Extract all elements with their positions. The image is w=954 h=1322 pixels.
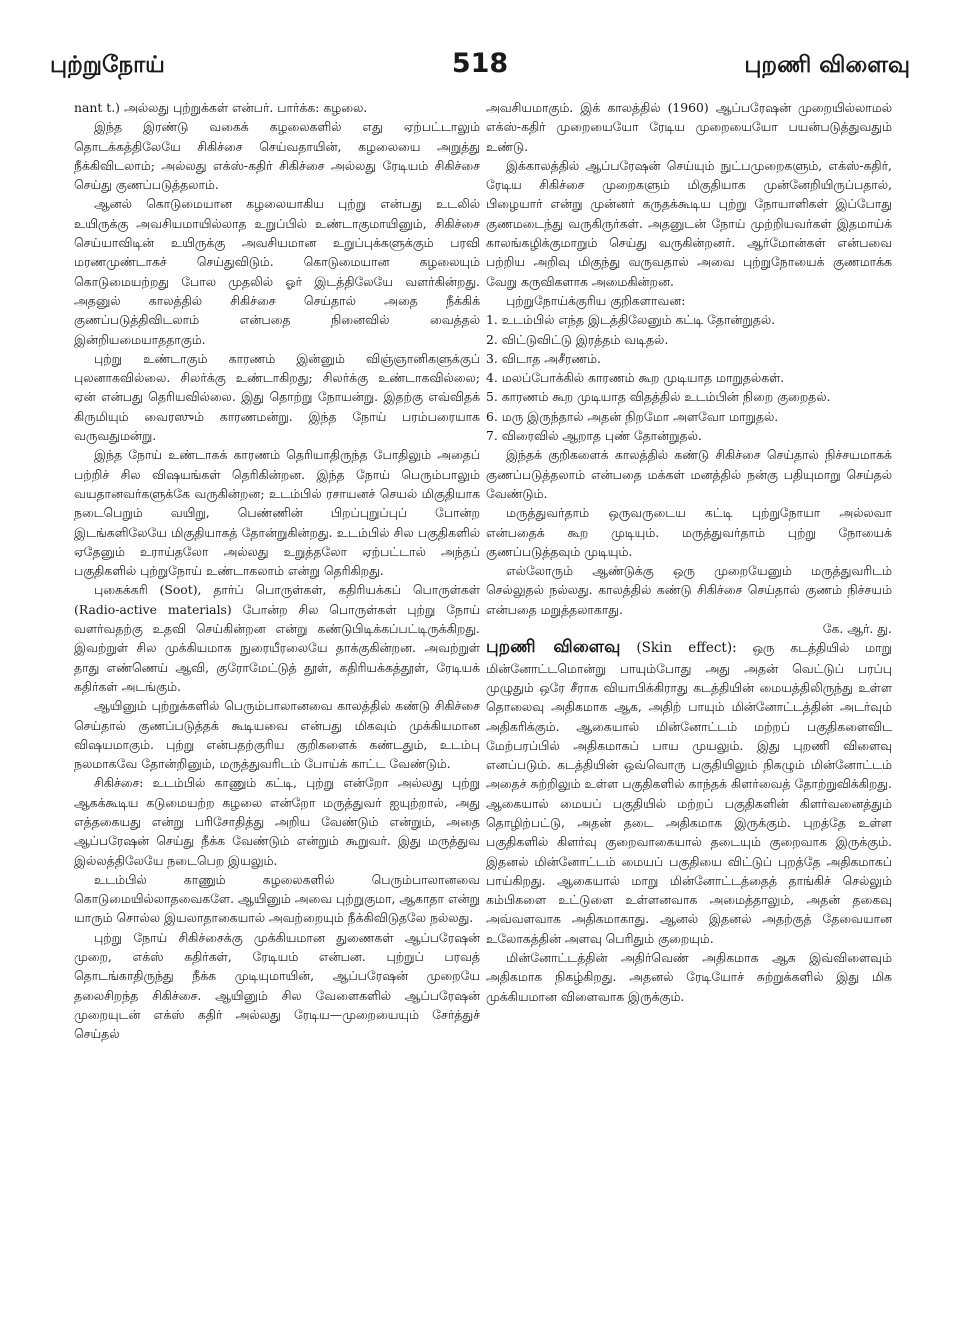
paragraph: nant t.) அல்லது புற்றுக்கள் என்பர். பார்க்க: கழலை. bbox=[74, 100, 368, 115]
paragraph: மருத்துவர்தாம் ஒருவருடைய கட்டி புற்றுநோயா அல்லவா என்பதைக் கூற முடியும். மருத்துவர்தாம் புற்று நோயைக் குணப்படுத்தவும் முடியும். bbox=[486, 505, 892, 559]
paragraph: சிகிச்சை: உடம்பில் காணும் கட்டி, புற்று என்றோ அல்லது புற்று ஆகக்கூடிய கடுமையற்ற கழலை என்றோ மருத்துவர் ஐயுற்றால், அது எத்தகையது என்று பரிசோதித்து அறிய வேண்டும் என்றும், அதை ஆப்பரேஷன் செய்து நீக்க வேண்டும் என்றும் கூறுவர். இது மருத்துவ இல்லத்திலேயே நடைபெற இயலும். bbox=[74, 775, 480, 868]
paragraph: புகைக்கரி (Soot), தார்ப் பொருள்கள், கதிரியக்கப் பொருள்கள் (Radio-active materials) போன்ற சில பொருள்கள் புற்று நோய் வளர்வதற்கு உதவி செய்கின்றன என்று கண்டுபிடிக்கப்பட்டிருக்கிறது. இவற்றுள் சில முக்கியமாக நுரையீரலையே தாக்குகின்றன. அவற்றுள் தாது எண்ணெய் ஆவி, குரோமேட்டுத் தூள், கதிரியக்கத்தூள், ரேடியக் கதிர்கள் அடங்கும். bbox=[74, 582, 480, 694]
paragraph: இக்காலத்தில் ஆப்பரேஷன் செய்யும் நுட்பமுறைகளும், எக்ஸ்-கதிர், ரேடிய சிகிச்சை முறைகளும் மிகுதியாக முன்னேறியிருப்பதால், பிழையார் என்று முன்னர் கருதக்கூடிய புற்று நோயாளிகள் இப்போது குணமடைந்து வருகிருர்கள். அதனுடன் நோய் முற்றியவர்கள் இதமாய்க் காலங்கழிக்குமாறும் செய்து வருகின்றனர். ஆர்மோன்கள் என்பவை பற்றிய அறிவு மிகுந்து வருவதால் அவை புற்றுநோயைக் குணமாக்க வேறு கருவிகளாக அமைகின்றன. bbox=[486, 157, 892, 289]
paragraph: இந்தக் குறிகளைக் காலத்தில் கண்டு சிகிச்சை செய்தால் நிச்சயமாகக் குணப்படுத்தலாம் என்பதை மக்கள் மனத்தில் நன்கு பதியுமாறு செய்தல் வேண்டும். bbox=[486, 447, 892, 501]
symptom-item: 5. காரணம் கூற முடியாத விதத்தில் உடம்பின் நிறை குறைதல். bbox=[486, 389, 831, 405]
paragraph: உடம்பில் காணும் கழலைகளில் பெரும்பாலானவை கொடுமையில்லாதவைகளே. ஆயினும் அவை புற்றுகுமா, ஆகாதா என்று யாரும் சொல்ல இயலாதாகையால் அவற்றையும் நீக்கிவிடுதலே நல்லது. bbox=[74, 871, 480, 926]
symptom-item: 6. மரு இருந்தால் அதன் நிறமோ அளவோ மாறுதல். bbox=[486, 408, 779, 424]
running-head-right: புறணி விளைவு bbox=[744, 52, 910, 78]
paragraph: மின்னோட்டத்தின் அதிர்வெண் அதிகமாக ஆக இவ்விளைவும் அதிகமாக நிகழ்கிறது. அதனல் ரேடியோச் சுற்றுக்களில் இது மிக முக்கியமான விளைவாக இருக்கும். bbox=[486, 950, 892, 1004]
author-signature: கே. ஆர். து. bbox=[822, 621, 892, 637]
symptom-item: 7. விரைவில் ஆறாத புண் தோன்றுதல். bbox=[486, 428, 702, 444]
paragraph: புற்று நோய் சிகிச்சைக்கு முக்கியமான துணைகள் ஆப்பரேஷன் முறை, எக்ஸ் கதிர்கள், ரேடியம் என்பன. புற்றுப் பரவத் தொடங்காதிருந்து நீக்க முடியுமாயின், ஆப்பரேஷன் முறையே தலைசிறந்த சிகிச்சை. ஆயினும் சில வேளைகளில் ஆப்பரேஷன் முறையுடன் எக்ஸ் கதிர் அல்லது ரேடிய—முறையையும் சேர்த்துச் செய்தல் bbox=[74, 929, 480, 1042]
entry-start bbox=[486, 638, 892, 948]
paragraph: புற்று உண்டாகும் காரணம் இன்னும் விஞ்ஞானிகளுக்குப் புலனாகவில்லை. சிலர்க்கு உண்டாகிறது; சிலர்க்கு உண்டாகவில்லை; ஏன் என்பது தெரியவில்லை. இது தொற்று நோயன்று. இதற்கு எவ்விதக் கிருமியும் வைரஸும் காரணமன்று. இந்த நோய் பரம்பரையாக வருவதுமன்று. bbox=[74, 350, 480, 444]
paragraph: எல்லோரும் ஆண்டுக்கு ஒரு முறையேனும் மருத்துவரிடம் செல்லுதல் நல்லது. காலத்தில் கண்டு சிகிச்சை செய்தால் குணம் நிச்சயம் என்பதை மறுத்தலாகாது. bbox=[486, 563, 892, 617]
paragraph: இந்த நோய் உண்டாகக் காரணம் தெரியாதிருந்த போதிலும் அதைப் பற்றிச் சில விஷயங்கள் தெரிகின்றன. இந்த நோய் பெரும்பாலும் வயதானவர்களுக்கே வருகின்றன; உடம்பில் ரசாயனச் செயல் மிகுதியாக நடைபெறும் வயிறு, பெண்ணின் பிறப்புறுப்புப் போன்ற இடங்களிலேயே மிகுதியாகத் தோன்றுகின்றது. உடம்பில் சில பகுதிகளில் ஏதேனும் உராய்தலோ அல்லது உறுத்தலோ ஏற்பட்டால் அந்தப் பகுதிகளில் புற்றுநோய் உண்டாகலாம் என்று தெரிகிறது. bbox=[74, 447, 480, 579]
left-column bbox=[74, 98, 480, 1288]
paragraph: ஆயினும் புற்றுக்களில் பெரும்பாலானவை காலத்தில் கண்டு சிகிச்சை செய்தால் குணப்படுத்தக் கூடியவை என்பது மிகவும் முக்கியமான விஷயமாகும். புற்று என்பதற்குரிய குறிகளைக் கண்டதும், உடம்பு நலமாகவே தோன்றினும், மருத்துவரிடம் போய்க் காட்ட வேண்டும். bbox=[74, 698, 480, 772]
symptom-item: 2. விட்டுவிட்டு இரத்தம் வடிதல். bbox=[486, 331, 669, 347]
paragraph: அவசியமாகும். இக் காலத்தில் (1960) ஆப்பரேஷன் முறையில்லாமல் எக்ஸ்-கதிர் முறையையோ ரேடிய முறையையோ பயன்படுத்துவதும் உண்டு. bbox=[486, 100, 892, 154]
symptom-item: 1. உடம்பில் எந்த இடத்திலேனும் கட்டி தோன்றுதல். bbox=[486, 312, 776, 328]
paragraph: ஆனல் கொடுமையான கழலையாகிய புற்று என்பது உடலில் உயிருக்கு அவசியமாயில்லாத உறுப்பில் உண்டாகுமாயினும், சிகிச்சை செய்யாவிடின் உயிருக்கு அவசியமான உறுப்புக்களுக்கும் பரவி மரணமுண்டாகச் செய்துவிடும். கொடுமையான கழலையும் கொடுமையற்றது போல முதலில் ஓர் இடத்திலேயே வளர்கின்றது. அதனுல் காலத்தில் சிகிச்சை செய்தால் அதை நீக்கிக் குணப்படுத்திவிடலாம் என்பதை நினைவில் வைத்தல் இன்றியமையாததாகும். bbox=[74, 196, 480, 347]
page-number: 518 bbox=[451, 48, 509, 79]
entry-heading-latin: (Skin effect): bbox=[636, 640, 737, 657]
symptom-item: 3. விடாத அசீரணம். bbox=[486, 350, 601, 366]
page-header bbox=[50, 48, 910, 92]
right-column bbox=[486, 98, 892, 1288]
running-head-left: புற்றுநோய் bbox=[50, 52, 165, 78]
entry-body: ஒரு கடத்தியில் மாறு மின்னோட்டமொன்று பாயும்போது அது அதன் வெட்டுப் பரப்பு முழுதும் ஒரே சீராக வியாபிக்கிராது கடத்தியின் மையத்திலிருந்து உள்ள தொலைவு அதிகமாக ஆக, அதிற் பாயும் மின்னோட்டத்தின் அடர்வும் அதிகரிக்கும். ஆகையால் மின்னோட்டம் மற்றப் பகுதிகளைவிட மேற்பரப்பில் அதிகமாகப் பாய முயலும். இது புறணி விளைவு எனப்படும். கடத்தியின் ஒவ்வொரு பகுதியிலும் நிகழும் மின்னோட்டம் அதைச் சுற்றிலும் உள்ள பகுதிகளில் காந்தக் கிளர்வைத் தோற்றுவிக்கிறது. ஆகையால் மையப் பகுதியில் மற்றப் பகுதிகளின் கிளர்வனைத்தும் தொழிற்பட்டு, அதன் தடை அதிகமாக இருக்கும். புறத்தே உள்ள பகுதிகளில் கிளர்வு குறைவாகையால் தடையும் குறைவாக இருக்கும். இதனல் மின்னோட்டம் மையப் பகுதியை விட்டுப் புறத்தே அதிகமாகப் பாய்கிறது. ஆகையால் மாறு மின்னோட்டத்தைத் தாங்கிச் செல்லும் கம்பிகளை உட்டுளை உள்ளனவாக அமைத்தாலும், அதன் தகைவு அவ்வளவாக அதிகமாகாது. ஆனல் இதனல் அதற்குத் தேவையான உலோகத்தின் அளவு பெரிதும் குறையும். bbox=[486, 640, 892, 946]
paragraph: இந்த இரண்டு வகைக் கழலைகளில் எது ஏற்பட்டாலும் தொடக்கத்திலேயே சிகிச்சை செய்வதாயின், கழலையை அறுத்து நீக்கிவிடலாம்; அல்லது எக்ஸ்-கதிர் சிகிச்சை அல்லது ரேடியம் சிகிச்சை செய்து குணப்படுத்தலாம். bbox=[74, 119, 480, 193]
symptom-item: 4. மலப்போக்கில் காரணம் கூற முடியாத மாறுதல்கள். bbox=[486, 370, 785, 386]
entry-heading: புறணி விளைவு bbox=[486, 637, 621, 658]
symptoms-intro: புற்றுநோய்க்குரிய குறிகளாவன: bbox=[506, 292, 686, 308]
